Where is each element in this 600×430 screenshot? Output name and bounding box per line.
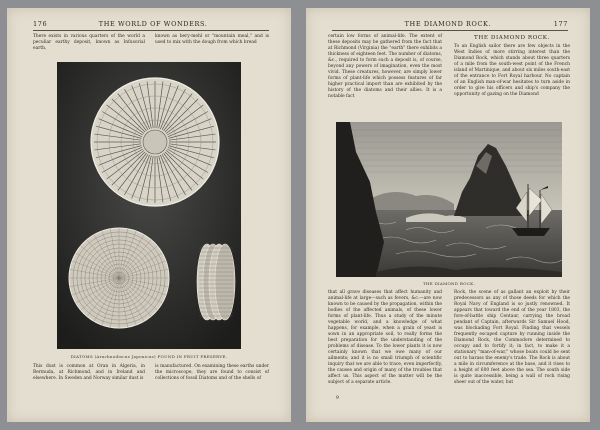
signature-mark: 9 xyxy=(336,396,339,401)
right-figure-caption: THE DIAMOND ROCK. xyxy=(422,281,476,286)
left-col2-top-text: known as bery-mehl or "mountain meal," and is used to mix with the dough from which bread xyxy=(155,34,269,45)
left-figure-caption: DIATOMS (Arachnodiscus Japonicus) FOUND IN FRUIT PRESERVE. xyxy=(70,354,228,359)
right-running-header xyxy=(332,20,568,28)
right-col2-top-text: To an English sailor there are few objects in the West Indies of more stirring interest than the Diamond Rock, which stands about three quarters of a mile from the south-west point of the French island of Martinique, and about six miles south-east of the entrance to Fort Royal harbour. No captain of an English man-of-war hesitates to turn aside in order to give his officers and ship's company the opportunity of gazing on the Diamond xyxy=(454,44,570,97)
right-col1-top-text: certain low forms of animal-life. The extent of these deposits may be gathered from the fact that at Richmond (Virginia) the "earth" there exhibits a thickness of eighteen feet. The number of diatoms, &c., required to form such a deposit is, of course, beyond any powers of imagination, even the most vivid. These creatures, however, are simply lower forms of plant-life which possess features of far higher practical import than are exhibited by the history of the diatoms and their allies. It is a notable fact xyxy=(328,34,442,99)
left-running-head-title: THE WORLD OF WONDERS. xyxy=(98,20,208,28)
right-running-head-title: THE DIAMOND ROCK. xyxy=(404,20,492,28)
left-header-rule xyxy=(33,30,269,31)
left-col2-bottom-text: is manufactured. On examining these earths under the microscope, they are found to consist of collections of fossil Diatoms and of the shells of xyxy=(155,364,269,381)
right-col1-bottom-text: that all grave diseases that affect humanity and animal-life at large—such as fevers, &c.—are now known to be caused by the propagation, within the bodies of the affected animals, of these lower forms of plant-life. Thus a study of the minute vegetable world, and a knowledge of what happens, for example, when a grain of yeast is sown in an appropriate soil, to really forms the best preparation for the understanding of the problems of disease. To the lower plants it is now certainly known that we owe many of our ailments; and it is no small triumph of scientific inquiry that we are able to trace, even imperfectly, the causes and origin of many of the troubles that affect us. This aspect of the matter will be the subject of a separate article. xyxy=(328,290,442,385)
right-col2-bottom-text: Rock, the scene of as gallant an exploit by their predecessors as any of those deeds for which the Royal Navy of England is so justly renowned. It appears that toward the end of the year 1803, the fore-of-battle ship Centaur, carrying the broad pendant of Captain, afterwards Sir Samuel Hood, was blockading Fort Royal. Finding that vessels frequently escaped capture by running inside the Diamond Rock, the Commodore determined to occupy and to fortify it; in fact, to make it a stationary "man-of-war," whose boats could be sent out to harass the enemy's trade. The Rock is about a mile in circumference at the base, and it rises to a height of 600 feet above the sea. The south side is quite inaccessible, being a wall of rock rising sheer out of the water, but xyxy=(454,290,570,385)
left-page-number: 176 xyxy=(33,20,48,28)
diamond-rock-illustration xyxy=(336,122,562,277)
right-header-rule xyxy=(332,30,568,31)
left-running-header xyxy=(33,20,269,28)
left-col1-top-text: There exists in various quarters of the world a peculiar earthy deposit, known as Infusorial earth, xyxy=(33,34,145,51)
section-title: THE DIAMOND ROCK. xyxy=(474,35,550,41)
right-page xyxy=(306,8,590,422)
diatoms-illustration xyxy=(57,62,241,349)
left-page xyxy=(7,8,291,422)
left-col1-bottom-text: This dust is common at Oran in Algeria, in Bermuda, at Richmond, and in Ireland and elsewhere. In Sweden and Norway similar dust is xyxy=(33,364,145,381)
right-page-number: 177 xyxy=(553,20,568,28)
